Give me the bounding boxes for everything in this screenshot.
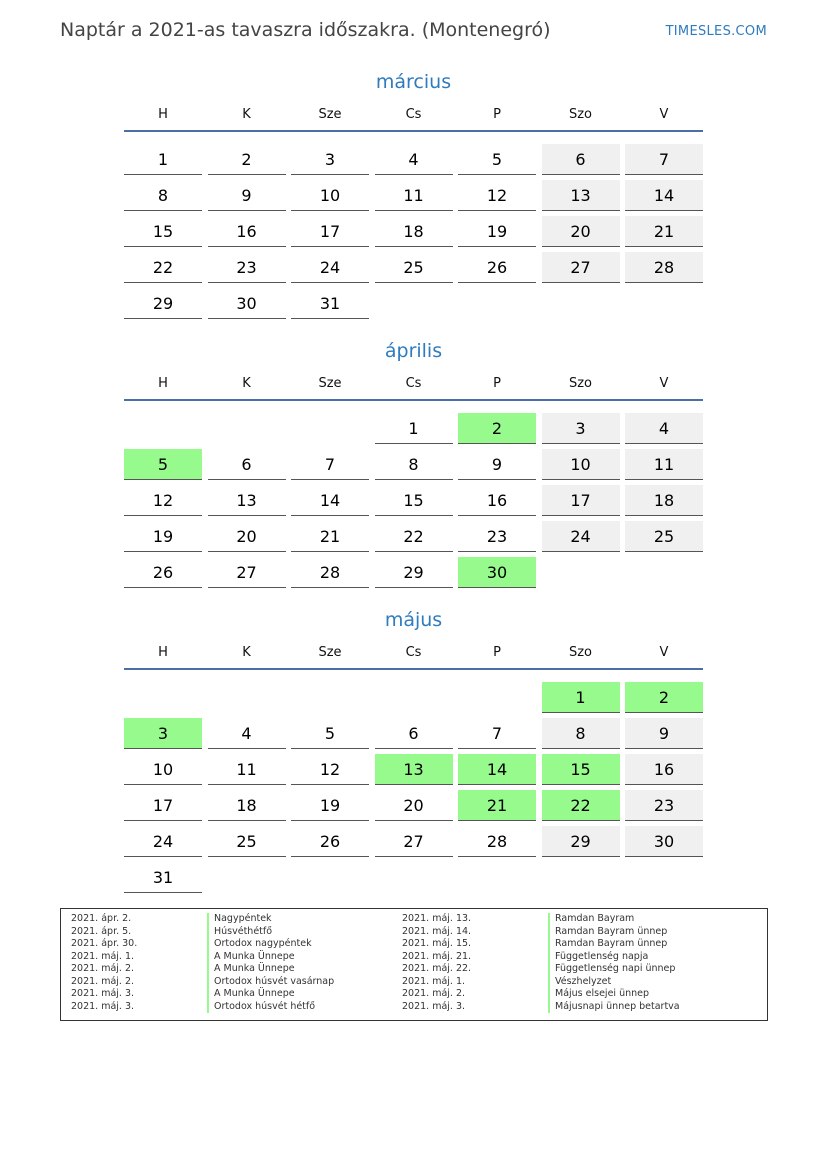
day-cell: 17 <box>124 790 202 821</box>
day-cell: 15 <box>542 754 620 785</box>
day-cell: 19 <box>458 216 536 247</box>
day-cell: 10 <box>291 180 369 211</box>
day-cell: 28 <box>625 252 703 283</box>
day-cell: 10 <box>542 449 620 480</box>
legend-holiday-name: A Munka Ünnepe <box>207 951 295 964</box>
day-cell: 18 <box>625 485 703 516</box>
legend-date: 2021. máj. 3. <box>71 988 135 999</box>
weekday-label: H <box>158 645 168 660</box>
day-cell: 18 <box>208 790 286 821</box>
day-cell: 19 <box>124 521 202 552</box>
day-cell: 6 <box>542 144 620 175</box>
day-cell: 13 <box>542 180 620 211</box>
legend-holiday-name: Húsvéthétfő <box>207 926 272 939</box>
day-cell: 28 <box>291 557 369 588</box>
weekday-label: Sze <box>318 376 342 391</box>
day-cell: 6 <box>208 449 286 480</box>
weekday-label: Cs <box>405 107 422 122</box>
legend-holiday-name: Ramdan Bayram ünnep <box>548 926 667 939</box>
day-cell: 12 <box>291 754 369 785</box>
legend-date: 2021. máj. 21. <box>402 950 472 962</box>
day-cell: 5 <box>458 144 536 175</box>
day-cell: 26 <box>291 826 369 857</box>
header-rule <box>124 668 703 670</box>
weekday-label: K <box>242 376 251 391</box>
legend-holiday-name: Ramdan Bayram <box>548 913 634 926</box>
legend-holiday-name: Ortodox nagypéntek <box>207 938 312 951</box>
day-cell: 15 <box>124 216 202 247</box>
day-cell: 22 <box>124 252 202 283</box>
day-cell: 13 <box>208 485 286 516</box>
day-cell: 8 <box>542 718 620 749</box>
day-cell: 30 <box>208 288 286 319</box>
day-cell: 2 <box>458 413 536 444</box>
weekday-label: Sze <box>318 645 342 660</box>
legend-holiday-name: A Munka Ünnepe <box>207 963 295 976</box>
legend-date: 2021. máj. 3. <box>402 1000 466 1012</box>
day-cell: 24 <box>542 521 620 552</box>
day-cell: 8 <box>375 449 453 480</box>
day-cell: 21 <box>458 790 536 821</box>
day-cell: 3 <box>542 413 620 444</box>
holiday-legend <box>60 908 768 1021</box>
weekday-label: V <box>659 376 669 391</box>
day-cell: 7 <box>625 144 703 175</box>
day-cell: 31 <box>124 862 202 893</box>
day-cell: 4 <box>375 144 453 175</box>
legend-date: 2021. máj. 1. <box>71 950 135 962</box>
day-cell: 12 <box>458 180 536 211</box>
day-cell: 1 <box>375 413 453 444</box>
day-cell: 8 <box>124 180 202 211</box>
day-cell: 7 <box>458 718 536 749</box>
legend-date: 2021. máj. 1. <box>402 975 466 987</box>
day-cell: 2 <box>208 144 286 175</box>
legend-holiday-name: Májusnapi ünnep betartva <box>548 1001 680 1014</box>
day-cell: 20 <box>375 790 453 821</box>
day-cell: 20 <box>542 216 620 247</box>
weekday-header <box>124 375 703 393</box>
legend-holiday-name: Május elsejei ünnep <box>548 988 649 1001</box>
day-cell: 25 <box>625 521 703 552</box>
weekday-header <box>124 106 703 124</box>
weekday-label: V <box>659 645 669 660</box>
weekday-label: H <box>158 107 168 122</box>
day-cell: 28 <box>458 826 536 857</box>
weekday-label: K <box>242 645 251 660</box>
weekday-label: Cs <box>405 376 422 391</box>
legend-holiday-name: Nagypéntek <box>207 913 272 926</box>
day-cell: 16 <box>458 485 536 516</box>
legend-date: 2021. máj. 2. <box>402 988 466 999</box>
day-cell: 29 <box>542 826 620 857</box>
weekday-label: H <box>158 376 168 391</box>
day-cell: 16 <box>625 754 703 785</box>
day-cell: 5 <box>124 449 202 480</box>
day-cell: 4 <box>625 413 703 444</box>
day-cell: 11 <box>625 449 703 480</box>
day-cell: 23 <box>208 252 286 283</box>
day-cell: 6 <box>375 718 453 749</box>
month-title: március <box>375 71 452 93</box>
day-cell: 2 <box>625 682 703 713</box>
legend-holiday-name: Vészhelyzet <box>548 976 611 989</box>
weekday-label: Sze <box>318 107 342 122</box>
weekday-header <box>124 644 703 662</box>
day-cell: 5 <box>291 718 369 749</box>
legend-date: 2021. máj. 2. <box>71 963 135 974</box>
weekday-label: P <box>493 376 501 391</box>
day-cell: 9 <box>208 180 286 211</box>
legend-date: 2021. máj. 3. <box>71 1000 135 1012</box>
weekday-label: Szo <box>568 107 593 122</box>
day-cell: 16 <box>208 216 286 247</box>
day-cell: 30 <box>458 557 536 588</box>
day-cell: 30 <box>625 826 703 857</box>
day-cell: 27 <box>375 826 453 857</box>
day-cell: 12 <box>124 485 202 516</box>
day-cell: 14 <box>458 754 536 785</box>
day-cell: 9 <box>458 449 536 480</box>
day-cell: 3 <box>291 144 369 175</box>
weekday-label: Szo <box>568 645 593 660</box>
legend-date: 2021. ápr. 2. <box>71 913 132 924</box>
page-title: Naptár a 2021-as tavaszra időszakra. (Montenegró) <box>60 19 551 41</box>
day-cell: 25 <box>208 826 286 857</box>
site-link[interactable]: TIMESLES.COM <box>665 24 767 39</box>
day-cell: 7 <box>291 449 369 480</box>
day-cell: 23 <box>625 790 703 821</box>
day-cell: 24 <box>291 252 369 283</box>
legend-holiday-name: Ortodox húsvét hétfő <box>207 1001 315 1014</box>
day-cell: 27 <box>542 252 620 283</box>
legend-date: 2021. máj. 13. <box>402 913 472 924</box>
legend-date: 2021. ápr. 30. <box>71 938 138 949</box>
day-cell: 19 <box>291 790 369 821</box>
legend-holiday-name: Ramdan Bayram ünnep <box>548 938 667 951</box>
day-cell: 20 <box>208 521 286 552</box>
day-cell: 17 <box>542 485 620 516</box>
day-cell: 9 <box>625 718 703 749</box>
day-cell: 14 <box>625 180 703 211</box>
weekday-label: Szo <box>568 376 593 391</box>
header-rule <box>124 130 703 132</box>
legend-date: 2021. máj. 14. <box>402 925 472 937</box>
day-cell: 25 <box>375 252 453 283</box>
month-title: május <box>384 609 443 631</box>
day-cell: 24 <box>124 826 202 857</box>
day-cell: 1 <box>124 144 202 175</box>
day-cell: 29 <box>375 557 453 588</box>
day-cell: 21 <box>291 521 369 552</box>
day-cell: 14 <box>291 485 369 516</box>
day-cell: 11 <box>208 754 286 785</box>
header-rule <box>124 399 703 401</box>
day-cell: 1 <box>542 682 620 713</box>
legend-holiday-name: Függetlenség napja <box>548 951 648 964</box>
weekday-label: P <box>493 107 501 122</box>
legend-holiday-name: Függetlenség napi ünnep <box>548 963 675 976</box>
legend-date: 2021. máj. 22. <box>402 963 472 974</box>
day-cell: 17 <box>291 216 369 247</box>
legend-holiday-name: Ortodox húsvét vasárnap <box>207 976 334 989</box>
weekday-label: P <box>493 645 501 660</box>
day-cell: 26 <box>458 252 536 283</box>
legend-date: 2021. ápr. 5. <box>71 925 132 937</box>
weekday-label: K <box>242 107 251 122</box>
day-cell: 13 <box>375 754 453 785</box>
day-cell: 22 <box>375 521 453 552</box>
day-cell: 4 <box>208 718 286 749</box>
day-cell: 21 <box>625 216 703 247</box>
day-cell: 10 <box>124 754 202 785</box>
legend-date: 2021. máj. 2. <box>71 975 135 987</box>
month-title: április <box>384 340 443 362</box>
day-cell: 11 <box>375 180 453 211</box>
day-cell: 29 <box>124 288 202 319</box>
weekday-label: Cs <box>405 645 422 660</box>
day-cell: 27 <box>208 557 286 588</box>
day-cell: 26 <box>124 557 202 588</box>
day-cell: 31 <box>291 288 369 319</box>
day-cell: 18 <box>375 216 453 247</box>
day-cell: 15 <box>375 485 453 516</box>
legend-holiday-name: A Munka Ünnepe <box>207 988 295 1001</box>
legend-date: 2021. máj. 15. <box>402 938 472 949</box>
day-cell: 23 <box>458 521 536 552</box>
day-cell: 3 <box>124 718 202 749</box>
day-cell: 22 <box>542 790 620 821</box>
weekday-label: V <box>659 107 669 122</box>
